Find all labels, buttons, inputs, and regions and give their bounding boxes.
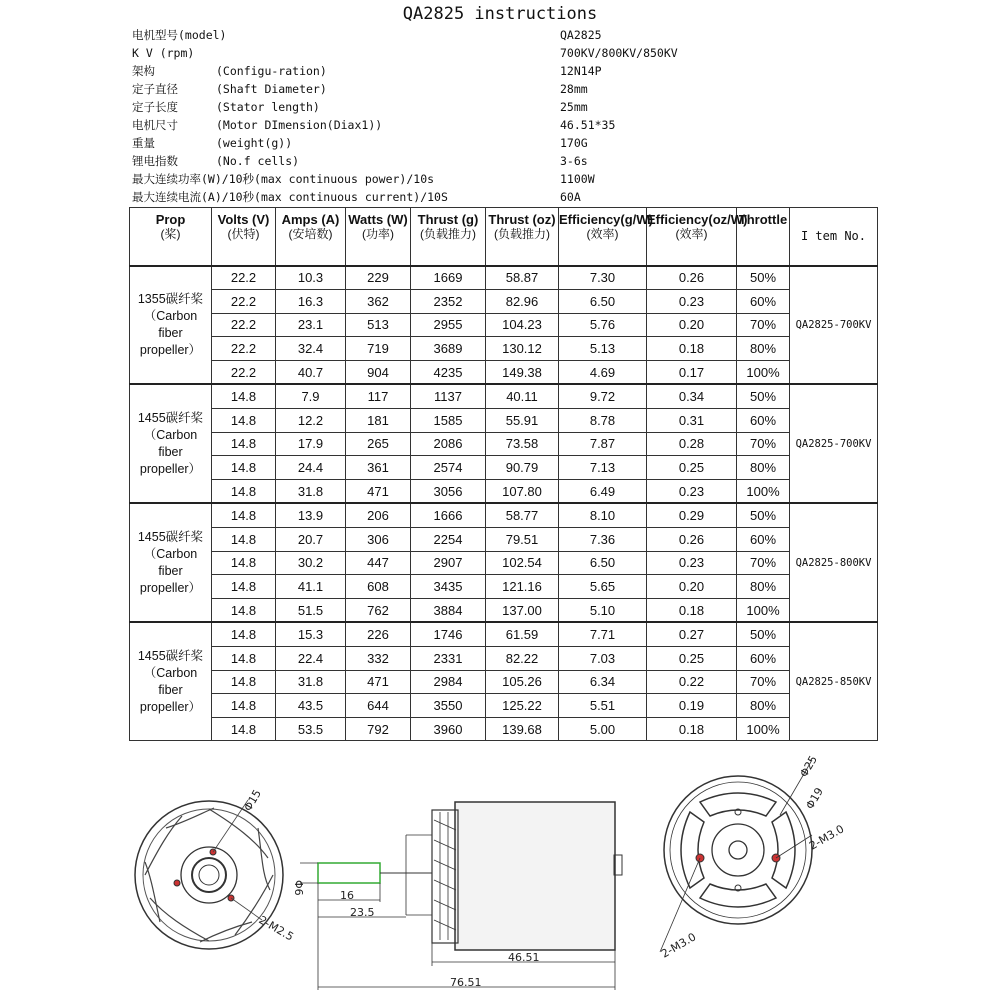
spec-label: 最大连续电流(A)/10秒(max continuous current)/10S	[132, 190, 448, 204]
side-label-shaft-diameter: Φ6	[292, 880, 305, 896]
column-header-sub: (安培数)	[288, 227, 333, 241]
column-header-main: Efficiency(g/W)	[559, 212, 653, 227]
table-cell: 60%	[737, 647, 790, 671]
table-cell: 14.8	[212, 694, 276, 718]
table-cell: 100%	[737, 479, 790, 503]
table-cell: 43.5	[276, 694, 346, 718]
table-row	[130, 598, 878, 622]
spec-value: 46.51*35	[560, 118, 616, 132]
table-cell: 229	[346, 266, 411, 290]
column-header-main: Thrust (g)	[417, 212, 479, 227]
table-cell: 2984	[411, 670, 486, 694]
table-cell: 58.77	[486, 503, 559, 527]
table-cell: 22.4	[276, 647, 346, 671]
front-label-bolt-circle: Φ15	[241, 787, 264, 814]
rear-label-screws-right: 2-M3.0	[807, 822, 847, 853]
table-cell: 22.2	[212, 266, 276, 290]
table-row	[130, 575, 878, 599]
table-cell: 70%	[737, 313, 790, 337]
table-row	[130, 266, 878, 290]
table-cell: 0.28	[647, 432, 737, 456]
table-cell: 130.12	[486, 337, 559, 361]
table-cell: 60%	[737, 290, 790, 314]
table-cell: 206	[346, 503, 411, 527]
table-cell: 0.34	[647, 384, 737, 408]
table-cell: 6.50	[559, 290, 647, 314]
item-number-cell: QA2825-800KV	[790, 503, 878, 622]
table-cell: 2254	[411, 528, 486, 552]
performance-table	[129, 207, 878, 741]
table-cell: 3884	[411, 598, 486, 622]
table-row	[130, 409, 878, 433]
table-cell: 9.72	[559, 384, 647, 408]
table-cell: 7.36	[559, 528, 647, 552]
table-cell: 24.4	[276, 456, 346, 480]
table-cell: 7.03	[559, 647, 647, 671]
table-cell: 55.91	[486, 409, 559, 433]
table-cell: 22.2	[212, 313, 276, 337]
table-cell: 0.17	[647, 360, 737, 384]
table-cell: 306	[346, 528, 411, 552]
table-cell: 0.18	[647, 598, 737, 622]
table-cell: 719	[346, 337, 411, 361]
table-cell: 2352	[411, 290, 486, 314]
spec-label: 电机尺寸	[132, 118, 178, 132]
column-header	[790, 208, 878, 266]
table-cell: 12.2	[276, 409, 346, 433]
front-view	[135, 787, 296, 949]
table-row	[130, 360, 878, 384]
rear-label-inner-diameter: Φ19	[803, 785, 826, 812]
table-cell: 80%	[737, 337, 790, 361]
table-row	[130, 503, 878, 527]
spec-value: 25mm	[560, 100, 588, 114]
table-cell: 8.10	[559, 503, 647, 527]
table-cell: 17.9	[276, 432, 346, 456]
table-cell: 41.1	[276, 575, 346, 599]
table-cell: 2955	[411, 313, 486, 337]
table-cell: 31.8	[276, 670, 346, 694]
table-cell: 7.13	[559, 456, 647, 480]
table-cell: 100%	[737, 360, 790, 384]
prop-cell: 1455碳纤桨（Carbon fiber propeller）	[130, 503, 212, 622]
table-row	[130, 717, 878, 741]
table-cell: 0.18	[647, 337, 737, 361]
table-cell: 16.3	[276, 290, 346, 314]
table-cell: 14.8	[212, 409, 276, 433]
side-label-23-5: 23.5	[350, 906, 375, 919]
table-cell: 0.31	[647, 409, 737, 433]
table-cell: 2574	[411, 456, 486, 480]
table-cell: 61.59	[486, 622, 559, 646]
column-header-sub: (功率)	[362, 227, 394, 241]
column-header	[411, 208, 486, 266]
item-number-cell: QA2825-700KV	[790, 384, 878, 503]
table-cell: 0.27	[647, 622, 737, 646]
table-cell: 0.22	[647, 670, 737, 694]
column-header-sub: (负载推力)	[420, 227, 476, 241]
spec-value: 60A	[560, 190, 581, 204]
spec-value: 3-6s	[560, 154, 588, 168]
spec-label: 锂电指数	[132, 154, 178, 168]
table-cell: 104.23	[486, 313, 559, 337]
side-label-76-51: 76.51	[450, 976, 482, 989]
spec-value: 12N14P	[560, 64, 602, 78]
table-cell: 4235	[411, 360, 486, 384]
table-cell: 0.25	[647, 647, 737, 671]
column-header	[276, 208, 346, 266]
table-cell: 51.5	[276, 598, 346, 622]
table-cell: 149.38	[486, 360, 559, 384]
page-title: QA2825 instructions	[402, 4, 598, 24]
table-cell: 8.78	[559, 409, 647, 433]
table-cell: 121.16	[486, 575, 559, 599]
table-cell: 7.30	[559, 266, 647, 290]
spec-english-label: (Motor DImension(Diax1))	[216, 118, 383, 132]
table-cell: 332	[346, 647, 411, 671]
table-cell: 2331	[411, 647, 486, 671]
spec-english-label: (Configu-ration)	[216, 64, 327, 78]
table-cell: 14.8	[212, 456, 276, 480]
table-cell: 14.8	[212, 717, 276, 741]
table-cell: 5.00	[559, 717, 647, 741]
table-cell: 80%	[737, 694, 790, 718]
table-row	[130, 670, 878, 694]
table-cell: 513	[346, 313, 411, 337]
table-cell: 100%	[737, 717, 790, 741]
spec-value: 28mm	[560, 82, 588, 96]
table-cell: 0.20	[647, 575, 737, 599]
table-cell: 0.29	[647, 503, 737, 527]
table-cell: 608	[346, 575, 411, 599]
prop-cell: 1355碳纤桨（Carbon fiber propeller）	[130, 266, 212, 385]
table-cell: 53.5	[276, 717, 346, 741]
prop-cell: 1455碳纤桨（Carbon fiber propeller）	[130, 384, 212, 503]
table-cell: 3550	[411, 694, 486, 718]
table-cell: 60%	[737, 528, 790, 552]
table-cell: 471	[346, 670, 411, 694]
table-cell: 22.2	[212, 360, 276, 384]
table-cell: 14.8	[212, 622, 276, 646]
table-cell: 7.9	[276, 384, 346, 408]
column-header-main: Volts (V)	[217, 212, 270, 227]
table-cell: 5.13	[559, 337, 647, 361]
column-header-sub: (负载推力)	[494, 227, 550, 241]
table-cell: 70%	[737, 551, 790, 575]
table-cell: 82.96	[486, 290, 559, 314]
column-header-main: Amps (A)	[281, 212, 340, 227]
spec-english-label: (weight(g))	[216, 136, 293, 150]
table-cell: 471	[346, 479, 411, 503]
spec-label: 最大连续功率(W)/10秒(max continuous power)/10s	[132, 172, 435, 186]
table-row	[130, 551, 878, 575]
table-cell: 265	[346, 432, 411, 456]
table-cell: 50%	[737, 622, 790, 646]
table-cell: 0.23	[647, 290, 737, 314]
table-cell: 14.8	[212, 384, 276, 408]
spec-label: 定子长度	[132, 100, 178, 114]
table-cell: 2907	[411, 551, 486, 575]
spec-value: 1100W	[560, 172, 595, 186]
table-cell: 82.22	[486, 647, 559, 671]
table-cell: 22.2	[212, 290, 276, 314]
table-cell: 1746	[411, 622, 486, 646]
table-cell: 90.79	[486, 456, 559, 480]
spec-english-label: (No.f cells)	[216, 154, 300, 168]
table-cell: 447	[346, 551, 411, 575]
spec-label: 架构	[132, 64, 155, 78]
table-cell: 792	[346, 717, 411, 741]
table-row	[130, 290, 878, 314]
table-cell: 102.54	[486, 551, 559, 575]
table-row	[130, 456, 878, 480]
table-cell: 5.10	[559, 598, 647, 622]
table-cell: 107.80	[486, 479, 559, 503]
table-cell: 1585	[411, 409, 486, 433]
spec-value: 700KV/800KV/850KV	[560, 46, 678, 60]
column-header-sub: (桨)	[160, 227, 181, 241]
table-cell: 14.8	[212, 647, 276, 671]
table-cell: 644	[346, 694, 411, 718]
table-cell: 0.23	[647, 551, 737, 575]
table-cell: 50%	[737, 384, 790, 408]
table-cell: 73.58	[486, 432, 559, 456]
table-cell: 5.51	[559, 694, 647, 718]
table-cell: 80%	[737, 575, 790, 599]
table-cell: 0.23	[647, 479, 737, 503]
rear-label-screws-left: 2-M3.0	[659, 930, 699, 961]
table-cell: 13.9	[276, 503, 346, 527]
table-cell: 0.20	[647, 313, 737, 337]
spec-english-label: (Stator length)	[216, 100, 320, 114]
column-header	[737, 208, 790, 266]
table-row	[130, 337, 878, 361]
table-row	[130, 313, 878, 337]
table-cell: 181	[346, 409, 411, 433]
table-cell: 6.34	[559, 670, 647, 694]
table-cell: 1137	[411, 384, 486, 408]
table-cell: 125.22	[486, 694, 559, 718]
table-cell: 139.68	[486, 717, 559, 741]
table-cell: 50%	[737, 266, 790, 290]
side-label-16: 16	[340, 889, 354, 902]
table-cell: 80%	[737, 456, 790, 480]
table-cell: 2086	[411, 432, 486, 456]
table-cell: 6.49	[559, 479, 647, 503]
table-cell: 361	[346, 456, 411, 480]
table-cell: 5.65	[559, 575, 647, 599]
column-header	[130, 208, 212, 266]
table-header-row	[130, 208, 878, 266]
table-cell: 30.2	[276, 551, 346, 575]
table-row	[130, 384, 878, 408]
table-cell: 117	[346, 384, 411, 408]
table-cell: 7.87	[559, 432, 647, 456]
prop-cell: 1455碳纤桨（Carbon fiber propeller）	[130, 622, 212, 740]
table-row	[130, 528, 878, 552]
table-cell: 10.3	[276, 266, 346, 290]
spec-label: 定子直径	[132, 82, 178, 96]
spec-english-label: (Shaft Diameter)	[216, 82, 327, 96]
table-cell: 14.8	[212, 670, 276, 694]
table-cell: 14.8	[212, 432, 276, 456]
table-cell: 40.7	[276, 360, 346, 384]
table-cell: 50%	[737, 503, 790, 527]
column-header-sub: (伏特)	[227, 227, 260, 241]
column-header-main: Efficiency(oz/W)	[647, 212, 748, 227]
rear-label-outer-diameter: Φ25	[797, 753, 820, 780]
table-row	[130, 479, 878, 503]
table-row	[130, 694, 878, 718]
table-cell: 14.8	[212, 551, 276, 575]
table-cell: 79.51	[486, 528, 559, 552]
table-cell: 60%	[737, 409, 790, 433]
table-cell: 3689	[411, 337, 486, 361]
spec-label: K V (rpm)	[132, 46, 195, 60]
item-number-cell: QA2825-850KV	[790, 622, 878, 740]
table-cell: 14.8	[212, 575, 276, 599]
table-cell: 0.25	[647, 456, 737, 480]
item-number-cell: QA2825-700KV	[790, 266, 878, 385]
table-cell: 105.26	[486, 670, 559, 694]
table-cell: 137.00	[486, 598, 559, 622]
table-cell: 14.8	[212, 503, 276, 527]
table-cell: 70%	[737, 432, 790, 456]
column-header-main: Watts (W)	[348, 212, 408, 227]
table-cell: 31.8	[276, 479, 346, 503]
column-header-sub: (效率)	[675, 227, 708, 241]
column-header-main: Thrust (oz)	[488, 212, 556, 227]
table-row	[130, 622, 878, 646]
column-header-sub: (效率)	[586, 227, 619, 241]
table-cell: 15.3	[276, 622, 346, 646]
rear-view	[660, 760, 812, 952]
table-cell: 1669	[411, 266, 486, 290]
table-cell: 14.8	[212, 598, 276, 622]
table-cell: 3435	[411, 575, 486, 599]
table-cell: 22.2	[212, 337, 276, 361]
table-row	[130, 647, 878, 671]
table-cell: 7.71	[559, 622, 647, 646]
column-header	[212, 208, 276, 266]
table-cell: 0.26	[647, 528, 737, 552]
table-cell: 14.8	[212, 479, 276, 503]
table-cell: 362	[346, 290, 411, 314]
table-cell: 762	[346, 598, 411, 622]
table-cell: 0.18	[647, 717, 737, 741]
table-cell: 32.4	[276, 337, 346, 361]
column-header	[346, 208, 411, 266]
column-header-main: I tem No.	[800, 228, 867, 243]
table-cell: 100%	[737, 598, 790, 622]
table-cell: 1666	[411, 503, 486, 527]
table-cell: 3056	[411, 479, 486, 503]
spec-value: QA2825	[560, 28, 602, 42]
column-header	[486, 208, 559, 266]
table-cell: 4.69	[559, 360, 647, 384]
table-cell: 0.19	[647, 694, 737, 718]
table-cell: 0.26	[647, 266, 737, 290]
table-row	[130, 432, 878, 456]
table-cell: 14.8	[212, 528, 276, 552]
table-cell: 226	[346, 622, 411, 646]
column-header-main: Throttle	[738, 212, 788, 227]
spec-label: 重量	[132, 136, 155, 150]
table-cell: 20.7	[276, 528, 346, 552]
table-cell: 58.87	[486, 266, 559, 290]
table-cell: 3960	[411, 717, 486, 741]
table-cell: 23.1	[276, 313, 346, 337]
front-label-screws: 2-M2.5	[256, 913, 296, 944]
table-cell: 70%	[737, 670, 790, 694]
spec-label: 电机型号(model)	[132, 28, 227, 42]
spec-value: 170G	[560, 136, 588, 150]
table-cell: 5.76	[559, 313, 647, 337]
motor-dimension-drawing	[0, 740, 1000, 1000]
column-header-main: Prop	[155, 212, 186, 227]
table-cell: 904	[346, 360, 411, 384]
table-cell: 40.11	[486, 384, 559, 408]
column-header	[559, 208, 653, 266]
table-cell: 6.50	[559, 551, 647, 575]
column-header	[647, 208, 748, 266]
side-label-46-51: 46.51	[508, 951, 540, 964]
